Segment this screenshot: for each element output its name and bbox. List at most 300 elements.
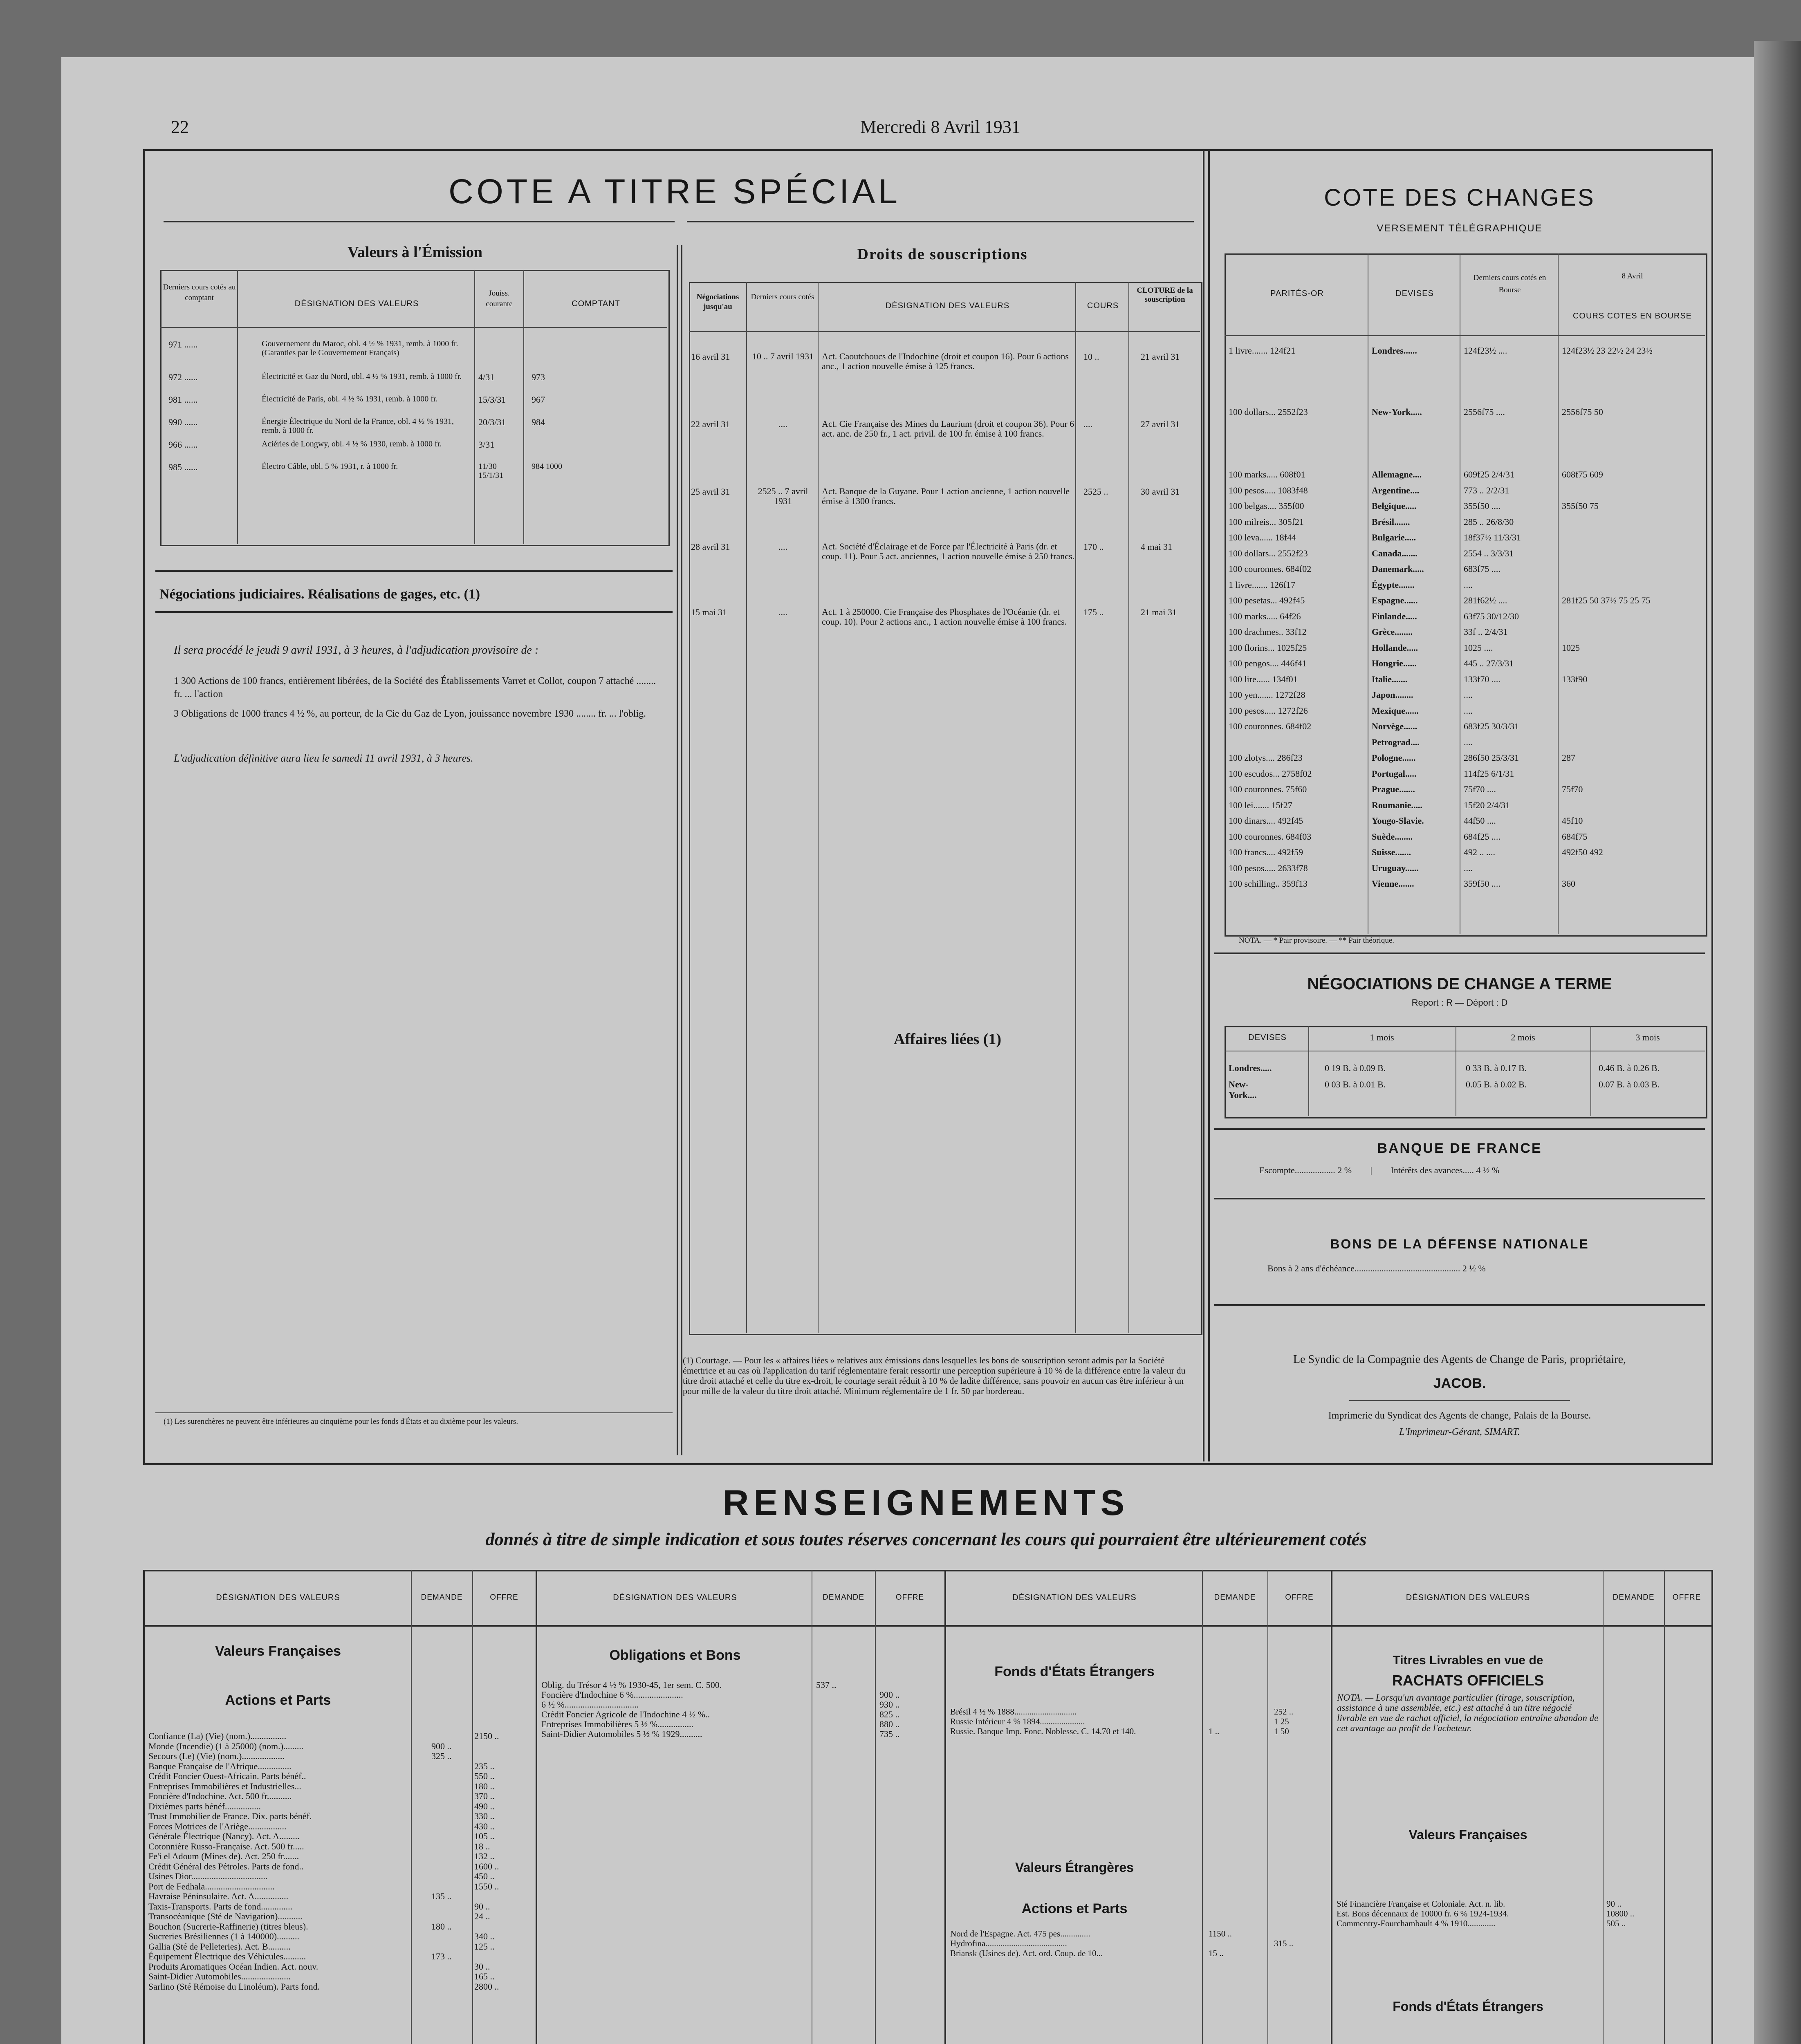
changes-devise: Suisse....... — [1372, 847, 1411, 857]
droits-designation: Act. Banque de la Guyane. Pour 1 action ancienne, 1 action nouvelle émise à 1300 francs. — [822, 486, 1070, 506]
rens-row — [538, 1729, 943, 1739]
changes-dernier: 286f50 25/3/31 — [1464, 753, 1519, 763]
changes-parite: 100 dollars... 2552f23 — [1229, 407, 1308, 417]
emission-designation: Électricité et Gaz du Nord, obl. 4 ½ % 1931, remb. à 1000 fr. — [262, 372, 462, 381]
changes-devise: Portugal..... — [1372, 768, 1417, 779]
row-rule — [689, 331, 1200, 332]
droits-cours2: 2525 .. — [1083, 486, 1108, 497]
col-rule — [1202, 1570, 1203, 2044]
changes-row — [1229, 501, 1703, 513]
changes-parite: 100 milreis... 305f21 — [1229, 516, 1304, 527]
col-divider — [536, 1570, 537, 2044]
changes-divider-double — [1203, 149, 1204, 1461]
changes-cours: 287 — [1562, 753, 1575, 763]
changes-col-derniers: Derniers cours cotés en Bourse — [1473, 273, 1546, 294]
changes-devise: Égypte....... — [1372, 579, 1415, 590]
emission-jouiss: 3/31 — [478, 439, 495, 450]
changes-parite: 100 pesetas... 492f45 — [1229, 595, 1305, 605]
changes-cours: 124f23½ 23 22½ 24 23½ — [1562, 345, 1653, 356]
rens-name: Produits Aromatiques Océan Indien. Act. nouv. — [148, 1961, 318, 1972]
col-divider — [1331, 1570, 1332, 2044]
terme-col-1: 1 mois — [1370, 1032, 1394, 1042]
changes-parite: 100 pesos..... 1272f26 — [1229, 705, 1308, 716]
rens-row — [145, 1771, 534, 1782]
changes-dernier: 15f20 2/4/31 — [1464, 800, 1510, 810]
rens-col3-offre: OFFRE — [1285, 1593, 1314, 1602]
col-rule — [746, 282, 747, 1333]
cote-titre-footnote: (1) Les surenchères ne peuvent être inférieures au cinquième pour les fonds d'États et au dixième pour les valeurs. — [164, 1417, 518, 1426]
changes-dernier: .... — [1464, 863, 1473, 873]
rens-name: Bouchon (Sucrerie-Raffinerie) (titres bleus). — [148, 1921, 308, 1932]
changes-parite: 100 dinars.... 492f45 — [1229, 816, 1303, 826]
droits-cours2: 10 .. — [1083, 352, 1099, 362]
changes-col-devises: DEVISES — [1395, 289, 1434, 298]
emission-comptant: 984 — [532, 417, 545, 427]
emission-cours: 985 ...... — [168, 462, 198, 472]
terme-m3: 0.07 B. à 0.03 B. — [1599, 1079, 1660, 1089]
rens-col2-demande: DEMANDE — [822, 1593, 864, 1602]
changes-parite: 100 schilling.. 359f13 — [1229, 879, 1308, 889]
rens-row — [145, 1831, 534, 1842]
droits-neg: 28 avril 31 — [691, 542, 730, 552]
rens-name: Cotonnière Russo-Française. Act. 500 fr..... — [148, 1841, 304, 1851]
rens-col4-offre: OFFRE — [1672, 1593, 1701, 1602]
rens-offre: 930 .. — [879, 1700, 900, 1710]
changes-dernier: 33f .. 2/4/31 — [1464, 627, 1508, 637]
changes-row — [1229, 769, 1703, 781]
rens-row — [538, 1719, 943, 1729]
changes-devise: Argentine.... — [1372, 485, 1420, 495]
rens-offre: 30 .. — [474, 1961, 490, 1972]
emission-cours: 971 ...... — [168, 339, 198, 350]
changes-parite: 100 couronnes. 684f02 — [1229, 721, 1312, 731]
negociations-intro: Il sera procédé le jeudi 9 avril 1931, à 3 heures, à l'adjudication provisoire de : — [174, 644, 539, 657]
changes-dernier: 18f37½ 11/3/31 — [1464, 532, 1521, 542]
rens-name: Banque Française de l'Afrique............... — [148, 1761, 292, 1771]
changes-devise: Brésil....... — [1372, 516, 1410, 527]
col-divider — [944, 1570, 946, 2044]
terme-m1: 0 03 B. à 0.01 B. — [1325, 1079, 1386, 1089]
imprimerie: Imprimerie du Syndicat des Agents de change, Palais de la Bourse. — [1328, 1410, 1591, 1421]
col-rule — [237, 270, 238, 544]
rens-name: Trust Immobilier de France. Dix. parts bénéf. — [148, 1811, 312, 1821]
changes-dernier: 285 .. 26/8/30 — [1464, 516, 1514, 527]
changes-devise: Grèce........ — [1372, 627, 1413, 637]
changes-parite: 100 marks..... 608f01 — [1229, 469, 1305, 480]
rens-offre: 490 .. — [474, 1801, 495, 1811]
changes-dernier: .... — [1464, 737, 1473, 747]
rens-name: Oblig. du Trésor 4 ½ % 1930-45, 1er sem. C. 500. — [541, 1680, 722, 1690]
droits-cloture: 21 avril 31 — [1141, 352, 1180, 362]
droits-designation: Act. Caoutchoucs de l'Indochine (droit et coupon 16). Pour 6 actions anc., 1 action nouvelle émise à 125 francs. — [822, 351, 1069, 371]
rens-col1-heading2: Actions et Parts — [225, 1692, 331, 1708]
avances-label: Intérêts des avances..... — [1391, 1165, 1474, 1175]
rule — [1214, 953, 1705, 954]
rens-name: Générale Électrique (Nancy). Act. A......... — [148, 1831, 300, 1841]
emission-comptant: 967 — [532, 394, 545, 405]
changes-row — [1229, 564, 1703, 576]
col-rule — [1603, 1570, 1604, 2044]
rens-offre: 252 .. — [1274, 1707, 1294, 1717]
rens-col4-heading2: Valeurs Françaises — [1409, 1827, 1527, 1842]
rens-offre: 125 .. — [474, 1941, 495, 1952]
rens-demande: 135 .. — [431, 1892, 452, 1901]
rens-demande: 10800 .. — [1606, 1909, 1635, 1918]
rens-name: Est. Bons décennaux de 10000 fr. 6 % 1924-1934. — [1337, 1909, 1509, 1918]
rens-offre: 735 .. — [879, 1729, 900, 1739]
rens-offre: 2150 .. — [474, 1731, 499, 1741]
renseignements-subtitle: donnés à titre de simple indication et sous toutes réserves concernant les cours qui pourraient être ultérieurement cotés — [485, 1529, 1367, 1549]
rens-row — [145, 1932, 534, 1942]
droits-heading: Droits de souscriptions — [857, 246, 1028, 263]
rens-col1-demande: DEMANDE — [421, 1593, 463, 1602]
rule — [1349, 1400, 1570, 1401]
changes-devise: Yougo-Slavie. — [1372, 816, 1424, 826]
rens-name: Secours (Le) (Vie) (nom.)................... — [148, 1751, 285, 1761]
changes-cours: 281f25 50 37½ 75 25 75 — [1562, 595, 1651, 605]
terme-col-3: 3 mois — [1635, 1032, 1660, 1042]
rens-name: Monde (Incendie) (1 à 25000) (nom.)......... — [148, 1741, 304, 1751]
changes-dernier: 44f50 .... — [1464, 816, 1496, 826]
droits-cours: .... — [778, 607, 787, 617]
changes-row — [1229, 532, 1703, 545]
cote-titre-title: COTE A TITRE SPÉCIAL — [448, 172, 901, 211]
rens-row — [145, 1811, 534, 1822]
changes-devise: Hongrie...... — [1372, 658, 1417, 668]
rens-col4-nota: NOTA. — Lorsqu'un avantage particulier (tirage, souscription, assistance à une assemblée, etc.) est attaché à un titre négocié livrable en vue de rachat officiel, la négociation entraîne abandon de cet avantage au profit de l'acheteur. — [1337, 1692, 1599, 1733]
changes-subtitle: VERSEMENT TÉLÉGRAPHIQUE — [1377, 223, 1543, 234]
changes-devise: Suède........ — [1372, 831, 1413, 842]
terme-col-2: 2 mois — [1511, 1032, 1535, 1042]
rens-col1-designation: DÉSIGNATION DES VALEURS — [216, 1593, 340, 1602]
emission-jouiss: 15/3/31 — [478, 394, 506, 405]
rens-row — [947, 1929, 1329, 1939]
rens-demande: 537 .. — [816, 1680, 837, 1690]
rens-name: 6 ½ %................................. — [541, 1700, 639, 1710]
emission-cours: 966 ...... — [168, 439, 198, 450]
changes-row — [1229, 469, 1703, 482]
changes-cours: 45f10 — [1562, 816, 1583, 826]
rens-demande: 900 .. — [431, 1741, 452, 1751]
banque-line: Escompte.................. 2 % | Intérêts des avances..... 4 ½ % — [1259, 1165, 1500, 1175]
rens-offre: 315 .. — [1274, 1939, 1294, 1948]
changes-devise: Allemagne.... — [1372, 469, 1422, 480]
changes-parite: 100 francs.... 492f59 — [1229, 847, 1303, 857]
rens-offre: 330 .. — [474, 1811, 495, 1821]
rens-name: Nord de l'Espagne. Act. 475 pes.............. — [950, 1929, 1090, 1939]
changes-devise: Espagne...... — [1372, 595, 1418, 605]
droits-cloture: 21 mai 31 — [1141, 607, 1177, 617]
rule — [155, 570, 673, 572]
rule — [1214, 1128, 1705, 1130]
changes-parite: 100 couronnes. 684f02 — [1229, 564, 1312, 574]
negociations-heading: Négociations judiciaires. Réalisations de gages, etc. (1) — [159, 587, 480, 602]
changes-parite: 100 lei....... 15f27 — [1229, 800, 1292, 810]
col-rule — [1075, 282, 1076, 1333]
rens-name: Dixièmes parts bénéf................ — [148, 1801, 261, 1811]
changes-devise: Vienne....... — [1372, 879, 1414, 889]
rens-row — [145, 1802, 534, 1812]
rens-offre: 165 .. — [474, 1972, 495, 1981]
rens-row — [145, 1862, 534, 1872]
rens-col3-demande: DEMANDE — [1214, 1593, 1256, 1602]
rens-row — [145, 1972, 534, 1982]
terme-m1: 0 19 B. à 0.09 B. — [1325, 1063, 1386, 1073]
rens-row — [145, 1962, 534, 1972]
droits-table — [689, 282, 1202, 1335]
changes-row — [1229, 595, 1703, 607]
rens-offre: 1550 .. — [474, 1881, 499, 1892]
rens-name: Crédit Général des Pétroles. Parts de fond.. — [148, 1861, 304, 1871]
col-rule — [474, 270, 475, 544]
changes-dernier: 281f62½ .... — [1464, 595, 1507, 605]
syndic-name: JACOB. — [1433, 1376, 1486, 1391]
changes-cours: 133f90 — [1562, 674, 1588, 684]
bons-title: BONS DE LA DÉFENSE NATIONALE — [1330, 1237, 1589, 1251]
changes-cours: 684f75 — [1562, 831, 1588, 842]
renseignements-title: RENSEIGNEMENTS — [722, 1482, 1130, 1523]
changes-cours: 360 — [1562, 879, 1575, 889]
rens-row — [145, 1762, 534, 1772]
changes-row — [1229, 784, 1703, 796]
rule — [164, 221, 675, 222]
rens-row — [947, 1707, 1329, 1717]
changes-parite: 100 pesos..... 2633f78 — [1229, 863, 1308, 873]
changes-row — [1229, 658, 1703, 670]
droits-cours: 10 .. 7 avril 1931 — [752, 351, 814, 361]
changes-row — [1229, 831, 1703, 844]
droits-cloture: 27 avril 31 — [1141, 419, 1180, 429]
emission-cours: 981 ...... — [168, 394, 198, 405]
rens-name: Saint-Didier Automobiles...................... — [148, 1972, 291, 1981]
emission-designation: Électro Câble, obl. 5 % 1931, r. à 1000 fr. — [262, 462, 398, 471]
changes-devise: Londres...... — [1372, 345, 1417, 356]
rens-offre: 370 .. — [474, 1791, 495, 1801]
rens-name: Confiance (La) (Vie) (nom.)................ — [148, 1731, 287, 1741]
rens-col3-designation: DÉSIGNATION DES VALEURS — [1012, 1593, 1137, 1602]
rens-demande: 90 .. — [1606, 1899, 1622, 1909]
emission-designation: Aciéries de Longwy, obl. 4 ½ % 1930, remb. à 1000 fr. — [262, 439, 442, 448]
col-rule — [875, 1570, 876, 2044]
rens-name: Équipement Électrique des Véhicules.......... — [148, 1952, 306, 1961]
rens-name: Foncière d'Indochine. Act. 500 fr........... — [148, 1791, 292, 1801]
changes-dernier: 355f50 .... — [1464, 501, 1500, 511]
changes-title: COTE DES CHANGES — [1324, 184, 1595, 211]
changes-row — [1229, 517, 1703, 529]
row-rule — [1225, 335, 1705, 336]
rens-col1-offre: OFFRE — [490, 1593, 518, 1602]
changes-devise: Mexique...... — [1372, 705, 1419, 716]
rens-name: Forces Motrices de l'Ariège................. — [148, 1821, 287, 1831]
changes-devise: Norvège...... — [1372, 721, 1417, 731]
changes-col-cours: COURS COTES EN BOURSE — [1572, 312, 1692, 320]
rens-col4-designation: DÉSIGNATION DES VALEURS — [1406, 1593, 1530, 1602]
droits-cours: 2525 .. 7 avril 1931 — [758, 486, 808, 506]
changes-dernier: 445 .. 27/3/31 — [1464, 658, 1514, 668]
terme-m2: 0.05 B. à 0.02 B. — [1466, 1079, 1527, 1089]
changes-devise: Bulgarie..... — [1372, 532, 1416, 542]
emission-designation: Gouvernement du Maroc, obl. 4 ½ % 1931, remb. à 1000 fr. (Garanties par le Gouvernement Français) — [262, 339, 458, 357]
row-rule — [160, 327, 667, 328]
rens-row — [1333, 1918, 1707, 1928]
rens-row — [1333, 1909, 1707, 1918]
terme-devise: Londres..... — [1229, 1063, 1272, 1073]
changes-dernier: 492 .. .... — [1464, 847, 1495, 857]
droits-col-cours2: COURS — [1087, 301, 1119, 310]
terme-subtitle: Report : R — Déport : D — [1411, 997, 1508, 1008]
emission-col-jouiss: Jouiss. courante — [486, 289, 513, 308]
rens-name: Fe'i el Adoum (Mines de). Act. 250 fr....... — [148, 1851, 299, 1861]
page-date: Mercredi 8 Avril 1931 — [860, 117, 1020, 137]
page-edge-shadow — [1754, 41, 1801, 2044]
changes-parite: 100 pengos.... 446f41 — [1229, 658, 1307, 668]
changes-row — [1229, 879, 1703, 891]
rens-col3-heading1: Fonds d'États Étrangers — [994, 1664, 1155, 1679]
emission-heading: Valeurs à l'Émission — [347, 244, 483, 261]
changes-parite: 100 zlotys.... 286f23 — [1229, 753, 1303, 763]
rens-offre: 340 .. — [474, 1932, 495, 1941]
col-rule — [1664, 1570, 1665, 2044]
rule — [155, 611, 673, 613]
rens-name: Commentry-Fourchambault 4 % 1910............. — [1337, 1918, 1496, 1928]
bons-value: 2 ½ % — [1462, 1263, 1486, 1273]
bons-label: Bons à 2 ans d'échéance............................................... — [1267, 1263, 1460, 1273]
rens-demande: 505 .. — [1606, 1918, 1626, 1928]
changes-cours: 355f50 75 — [1562, 501, 1599, 511]
rens-col3-heading3: Actions et Parts — [1021, 1901, 1128, 1916]
rens-row — [145, 1952, 534, 1962]
emission-designation: Électricité de Paris, obl. 4 ½ % 1931, remb. à 1000 fr. — [262, 394, 438, 403]
changes-row — [1229, 863, 1703, 875]
rens-row — [145, 1751, 534, 1762]
banque-title: BANQUE DE FRANCE — [1377, 1141, 1542, 1156]
rens-row — [947, 1717, 1329, 1726]
rens-offre: 105 .. — [474, 1831, 495, 1841]
rens-row — [145, 1942, 534, 1952]
rens-demande: 325 .. — [431, 1751, 452, 1761]
changes-devise: Finlande..... — [1372, 611, 1417, 621]
emission-comptant: 984 1000 — [532, 462, 562, 471]
page-number: 22 — [171, 117, 189, 137]
col-rule — [523, 270, 524, 544]
terme-title: NÉGOCIATIONS DE CHANGE A TERME — [1307, 975, 1612, 993]
rens-demande: 15 .. — [1209, 1948, 1224, 1958]
emission-col-designation: DÉSIGNATION DES VALEURS — [294, 299, 419, 308]
changes-row — [1229, 485, 1703, 498]
changes-parite: 1 livre....... 124f21 — [1229, 345, 1296, 356]
changes-cours: 1025 — [1562, 642, 1580, 653]
rens-offre: 132 .. — [474, 1851, 495, 1861]
emission-comptant: 973 — [532, 372, 545, 382]
droits-cours2: 170 .. — [1083, 542, 1104, 552]
changes-parite: 100 couronnes. 75f60 — [1229, 784, 1307, 794]
changes-parite: 100 leva...... 18f44 — [1229, 532, 1296, 542]
rens-col2-offre: OFFRE — [895, 1593, 924, 1602]
avances-value: 4 ½ % — [1476, 1165, 1500, 1175]
rens-row — [538, 1710, 943, 1719]
changes-devise: Japon........ — [1372, 690, 1413, 700]
emission-cours: 972 ...... — [168, 372, 198, 382]
rens-offre: 180 .. — [474, 1781, 495, 1791]
changes-col-date: 8 Avril — [1622, 272, 1643, 280]
rens-row — [1333, 1899, 1707, 1909]
changes-nota: NOTA. — * Pair provisoire. — ** Pair théorique. — [1239, 936, 1394, 945]
changes-cours: 75f70 — [1562, 784, 1583, 794]
emission-table — [160, 270, 670, 546]
changes-row — [1229, 580, 1703, 592]
rens-name: Usines Dior.................................. — [148, 1871, 268, 1881]
changes-devise: New-York..... — [1372, 407, 1422, 417]
rens-name: Crédit Foncier Ouest-Africain. Parts bénéf.. — [148, 1771, 306, 1781]
rens-name: Port de Fedhala............................... — [148, 1881, 275, 1892]
col-rule — [1267, 1570, 1268, 2044]
changes-devise: Roumanie..... — [1372, 800, 1423, 810]
rens-offre: 235 .. — [474, 1761, 495, 1771]
terme-devise: New-York.... — [1229, 1079, 1257, 1100]
droits-cloture: 30 avril 31 — [1141, 486, 1180, 497]
rens-demande: 1 .. — [1209, 1726, 1220, 1736]
rule — [1214, 1198, 1705, 1199]
changes-dernier: 75f70 .... — [1464, 784, 1496, 794]
rens-offre: 2800 .. — [474, 1981, 499, 1992]
emission-jouiss: 20/3/31 — [478, 417, 506, 427]
emission-jouiss: 11/30 15/1/31 — [478, 462, 504, 480]
rens-name: Crédit Foncier Agricole de l'Indochine 4 ½ %.. — [541, 1710, 710, 1719]
rens-row — [145, 1782, 534, 1792]
column-divider — [677, 245, 678, 1455]
rens-row — [145, 1731, 534, 1741]
rens-row — [145, 1912, 534, 1922]
rens-offre: 1600 .. — [474, 1861, 499, 1871]
affaires-liees: Affaires liées (1) — [820, 1030, 1075, 1048]
changes-row — [1229, 627, 1703, 639]
rens-offre: 900 .. — [879, 1690, 900, 1700]
rens-name: Hydrofina...................................... — [950, 1939, 1067, 1948]
changes-row — [1229, 706, 1703, 718]
changes-dernier: .... — [1464, 579, 1473, 590]
rens-col2-designation: DÉSIGNATION DES VALEURS — [613, 1593, 737, 1602]
changes-dernier: 2556f75 .... — [1464, 407, 1505, 417]
changes-devise: Uruguay...... — [1372, 863, 1419, 873]
droits-designation: Act. Société d'Éclairage et de Force par l'Électricité à Paris (dr. et coup. 11). Pour 5 act. anciennes, 1 action nouvelle émise à 250 francs. — [822, 541, 1075, 561]
rens-offre: 550 .. — [474, 1771, 495, 1781]
rens-offre: 430 .. — [474, 1821, 495, 1831]
terme-m3: 0.46 B. à 0.26 B. — [1599, 1063, 1660, 1073]
rens-offre: 880 .. — [879, 1719, 900, 1729]
changes-row — [1229, 737, 1703, 749]
droits-cours: .... — [778, 542, 787, 552]
rens-row — [947, 1939, 1329, 1948]
droits-cours2: .... — [1083, 419, 1092, 429]
rens-name: Brésil 4 ½ % 1888............................. — [950, 1707, 1077, 1717]
droits-cours: .... — [778, 419, 787, 429]
emission-col-cours: Derniers cours cotés au comptant — [163, 283, 236, 302]
rule — [155, 1412, 673, 1413]
droits-neg: 22 avril 31 — [691, 419, 730, 429]
rens-name: Havraise Péninsulaire. Act. A............... — [148, 1892, 289, 1901]
changes-devise: Canada....... — [1372, 548, 1417, 558]
rens-row — [145, 1851, 534, 1862]
col-rule — [818, 282, 819, 1333]
changes-devise: Pologne...... — [1372, 753, 1416, 763]
rens-offre: 825 .. — [879, 1710, 900, 1719]
changes-parite: 100 belgas.... 355f00 — [1229, 501, 1304, 511]
changes-row — [1229, 800, 1703, 812]
escompte-value: 2 % — [1337, 1165, 1352, 1175]
rens-row — [145, 1791, 534, 1802]
rens-name: Gallia (Sté de Pelleteries). Act. B.......... — [148, 1941, 291, 1952]
changes-cours: 608f75 609 — [1562, 469, 1603, 480]
